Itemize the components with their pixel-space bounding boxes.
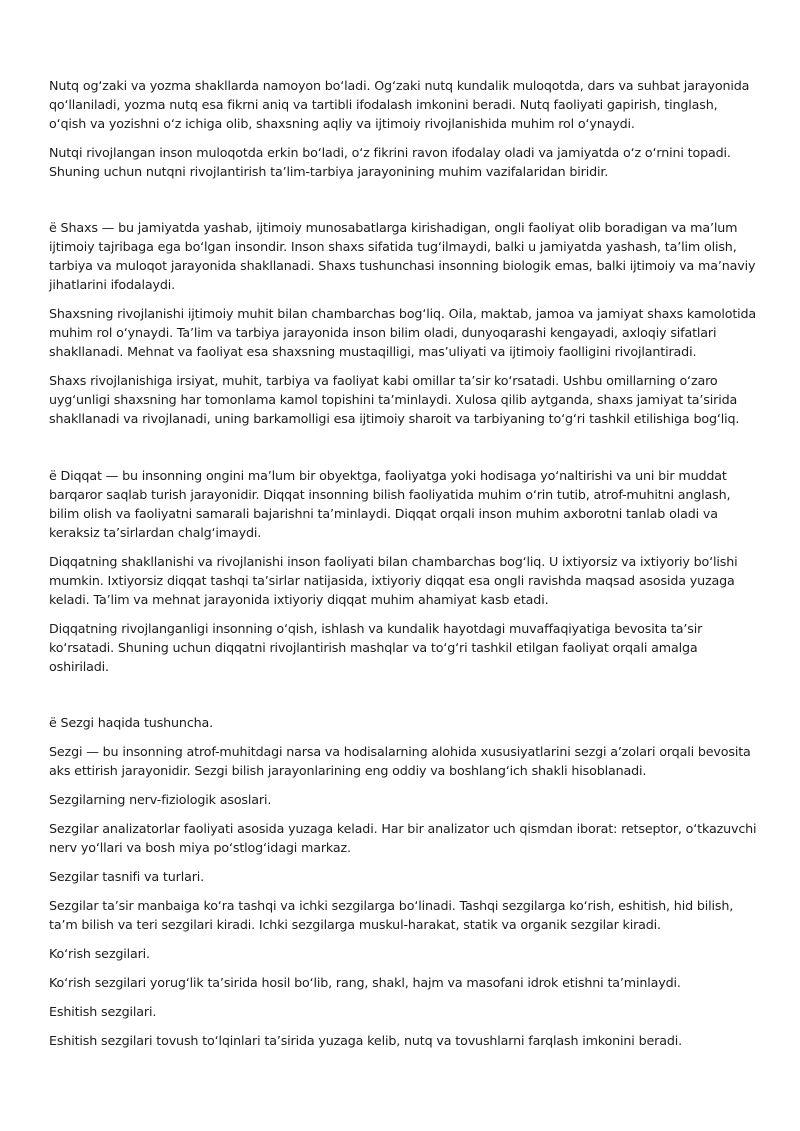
- section-spacer: [49, 438, 757, 466]
- sezgi-paragraph-4: Ko‘rish sezgilari yorug‘lik ta’sirida hosil bo‘lib, rang, shakl, hajm va masofani idrok etishni ta’minlaydi.: [49, 975, 681, 990]
- sezgi-paragraph-1: Sezgi — bu insonning atrof-muhitdagi narsa va hodisalarning alohida xususiyatlarini sezgi a’zolari orqali bevosita aks ettirish jarayonidir. Sezgi bilish jarayonlarining eng oddiy va boshlang‘ich shakli hisoblanadi.: [49, 744, 751, 778]
- sezgi-subheading-eshitish: Eshitish sezgilari.: [49, 1004, 157, 1019]
- diqqat-paragraph-3: Diqqatning rivojlanganligi insonning o‘qish, ishlash va kundalik hayotdagi muvaffaqiyatiga bevosita ta’sir ko‘rsatadi. Shuning uchun diqqatni rivojlantirish mashqlar va to‘g‘ri tashkil etilgan faoliyat orqali amalga oshiriladi.: [49, 621, 703, 674]
- shaxs-paragraph-1: ё Shaxs — bu jamiyatda yashab, ijtimoiy munosabatlarga kirishadigan, ongli faoliyat olib boradigan va ma’lum ijtimoiy tajribaga ega bo‘lgan insondir. Inson shaxs sifatida tug‘ilmaydi, balki u jamiyatda yashash, ta’lim olish, tarbiya va muloqot jarayonida shakllanadi. Shaxs tushunchasi insonning biologik emas, balki ijtimoiy va ma’naviy jihatlarini ifodalaydi.: [49, 220, 756, 292]
- shaxs-paragraph-3: Shaxs rivojlanishiga irsiyat, muhit, tarbiya va faoliyat kabi omillar ta’sir ko‘rsatadi. Ushbu omillarning o‘zaro uyg‘unligi shaxsning har tomonlama kamol topishini ta’minlaydi. Xulosa qilib aytganda, shaxs jamiyat ta’sirida shakllanadi va rivojlanadi, uning barkamolligi esa ijtimoiy sharoit va tarbiyaning to‘g‘ri tashkil etilishiga bog‘liq.: [49, 373, 740, 426]
- section-spacer: [49, 191, 757, 218]
- diqqat-paragraph-1: ё Diqqat — bu insonning ongini ma’lum bir obyektga, faoliyatga yoki hodisaga yo‘naltirishi va uni bir muddat barqaror saqlab turish jarayonidir. Diqqat insonning bilish faoliyatida muhim o‘rin tutib, atrof-muhitni anglash, bilim olish va faoliyatni samarali bajarishni ta’minlaydi. Diqqat orqali inson muhim axborotni tanlab oladi va keraksiz ta’sirlardan chalg‘imaydi.: [49, 468, 731, 540]
- diqqat-paragraph-2: Diqqatning shakllanishi va rivojlanishi inson faoliyati bilan chambarchas bog‘liq. U ixtiyorsiz va ixtiyoriy bo‘lishi mumkin. Ixtiyorsiz diqqat tashqi ta’sirlar natijasida, ixtiyoriy diqqat esa ongli ravishda maqsad asosida yuzaga keladi. Ta’lim va mehnat jarayonida ixtiyoriy diqqat muhim ahamiyat kasb etadi.: [49, 554, 738, 607]
- sezgi-paragraph-3: Sezgilar ta’sir manbaiga ko‘ra tashqi va ichki sezgilarga bo‘linadi. Tashqi sezgilarga ko‘rish, eshitish, hid bilish, ta’m bilish va teri sezgilari kiradi. Ichki sezgilarga muskul-harakat, statik va organik sezgilar kiradi.: [49, 898, 734, 932]
- sezgi-subheading-korish: Ko‘rish sezgilari.: [49, 946, 150, 961]
- sezgi-subheading-nerv: Sezgilarning nerv-fiziologik asoslari.: [49, 792, 272, 807]
- document-body: [49, 76, 757, 1060]
- intro-paragraph-1: Nutq og‘zaki va yozma shakllarda namoyon bo‘ladi. Og‘zaki nutq kundalik muloqotda, dars va suhbat jarayonida qo‘llaniladi, yozma nutq esa fikrni aniq va tartibli ifodalash imkonini beradi. Nutq faoliyati gapirish, tinglash, o‘qish va yozishni o‘z ichiga olib, shaxsning aqliy va ijtimoiy rivojlanishida muhim rol o‘ynaydi.: [49, 78, 750, 131]
- sezgi-heading: ё Sezgi haqida tushuncha.: [49, 715, 214, 730]
- intro-paragraph-2: Nutqi rivojlangan inson muloqotda erkin bo‘ladi, o‘z fikrini ravon ifodalay oladi va jamiyatda o‘z o‘rnini topadi. Shuning uchun nutqni rivojlantirish ta’lim-tarbiya jarayonining muhim vazifalaridan biridir.: [49, 145, 731, 179]
- shaxs-paragraph-2: Shaxsning rivojlanishi ijtimoiy muhit bilan chambarchas bog‘liq. Oila, maktab, jamoa va jamiyat shaxs kamolotida muhim rol o‘ynaydi. Ta’lim va tarbiya jarayonida inson bilim oladi, dunyoqarashi kengayadi, axloqiy sifatlari shakllanadi. Mehnat va faoliyat esa shaxsning mustaqilligi, mas’uliyati va ijtimoiy faolligini rivojlantiradi.: [49, 306, 757, 359]
- sezgi-subheading-tasnif: Sezgilar tasnifi va turlari.: [49, 869, 205, 884]
- section-spacer: [49, 686, 757, 713]
- sezgi-paragraph-2: Sezgilar analizatorlar faoliyati asosida yuzaga keladi. Har bir analizator uch qismdan iborat: retseptor, o‘tkazuvchi nerv yo‘llari va bosh miya po‘stlog‘idagi markaz.: [49, 821, 757, 855]
- sezgi-paragraph-5: Eshitish sezgilari tovush to‘lqinlari ta’sirida yuzaga kelib, nutq va tovushlarni farqlash imkonini beradi.: [49, 1033, 682, 1048]
